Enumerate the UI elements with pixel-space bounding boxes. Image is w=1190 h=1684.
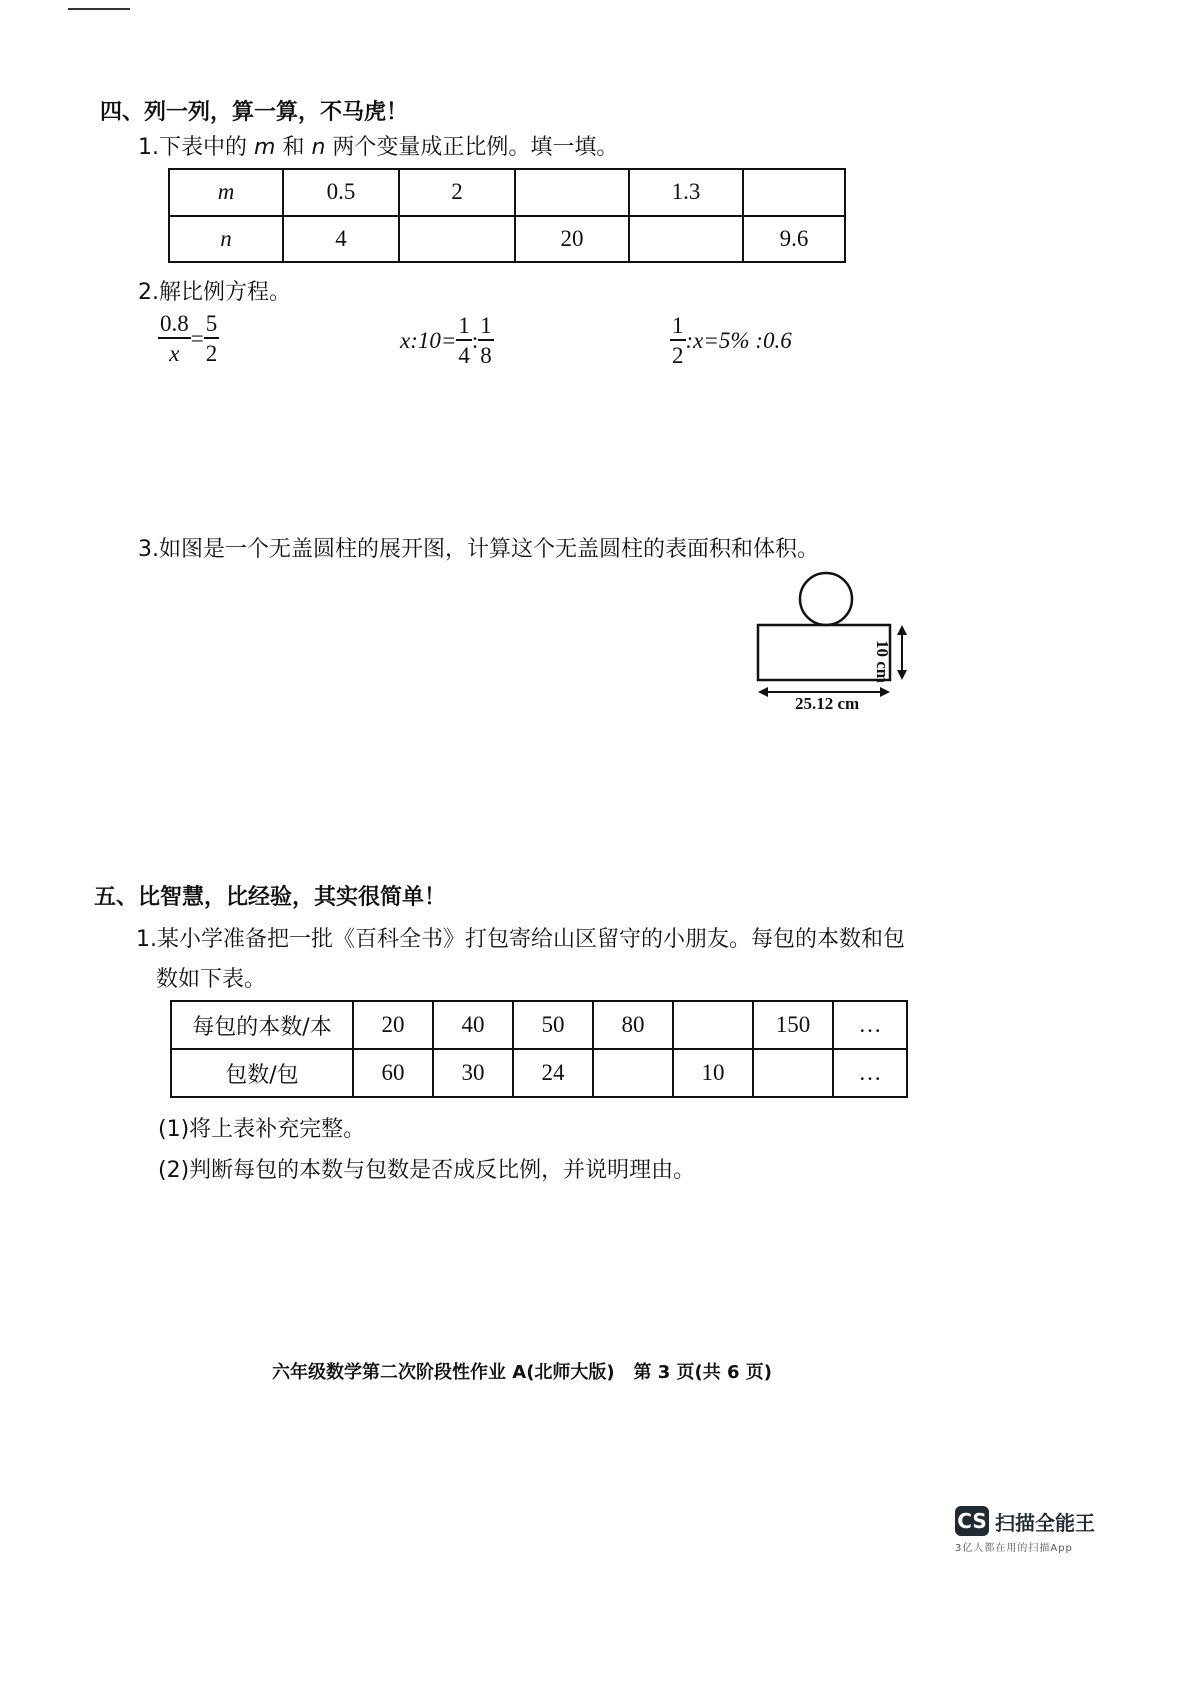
q4-1-text-b: 和: [282, 135, 305, 160]
table-cell: 60: [353, 1049, 433, 1097]
table-cell: 30: [433, 1049, 513, 1097]
denominator: 2: [672, 343, 684, 368]
numerator: 5: [204, 312, 220, 339]
q5-1-number: 1.: [136, 927, 157, 952]
table-cell: 20: [515, 216, 629, 263]
scanner-name: 扫描全能王: [995, 1510, 1095, 1535]
ratio-colon: :: [471, 327, 479, 353]
table-cell: 40: [433, 1001, 513, 1049]
scanner-logo: CS: [955, 1506, 989, 1536]
q5-1-sub-1: (1)将上表补充完整。: [158, 1117, 366, 1142]
equation-3: [670, 314, 792, 367]
equation-lead: x:10=: [400, 327, 457, 353]
q4-2-text: 解比例方程。: [159, 280, 292, 305]
width-label: 25.12 cm: [795, 694, 860, 713]
fraction-2: [478, 314, 494, 367]
q4-3-number: 3.: [138, 537, 159, 562]
table-cell: 50: [513, 1001, 593, 1049]
q4-1-text-a: 下表中的: [159, 135, 248, 160]
table-cell: 24: [513, 1049, 593, 1097]
table-cell[interactable]: [629, 216, 743, 263]
table-cell[interactable]: [743, 169, 845, 216]
table-cell: 9.6: [743, 216, 845, 263]
equals-sign: =: [190, 325, 204, 351]
q5-1-sub-2: (2)判断每包的本数与包数是否成反比例，并说明理由。: [158, 1158, 696, 1183]
equation-2: [400, 314, 494, 367]
numerator: 0.8: [158, 312, 191, 339]
section-5-title: 五、比智慧，比经验，其实很简单！: [94, 885, 447, 910]
q4-1-number: 1.: [138, 135, 159, 160]
q5-1-prompt: [136, 920, 936, 1000]
numerator: 1: [478, 314, 494, 341]
table-cell: 0.5: [283, 169, 399, 216]
table-cell: 1.3: [629, 169, 743, 216]
table-cell: 80: [593, 1001, 673, 1049]
table-cell[interactable]: [753, 1049, 833, 1097]
table-cell[interactable]: [515, 169, 629, 216]
table-cell: m: [169, 169, 283, 216]
table-cell: 2: [399, 169, 515, 216]
table-row-n: [169, 216, 845, 263]
fraction-right: [204, 312, 220, 365]
q4-2-number: 2.: [138, 280, 159, 305]
fraction-left: [158, 312, 191, 365]
var-m: m: [254, 135, 276, 160]
table-cell: …: [833, 1049, 907, 1097]
scanner-watermark: [955, 1506, 1095, 1554]
table-cell: …: [833, 1001, 907, 1049]
fraction-1: [456, 314, 472, 367]
q4-3-prompt: [138, 532, 819, 563]
height-arrow-bottom: [897, 670, 907, 680]
numerator: 1: [670, 314, 686, 341]
height-arrow-top: [897, 625, 907, 635]
fraction-half: [670, 314, 686, 367]
height-label: 10 cm: [873, 640, 892, 683]
top-rule: [68, 8, 130, 10]
denominator: x: [169, 341, 180, 366]
table-cell[interactable]: [593, 1049, 673, 1097]
q4-2-prompt: [138, 275, 291, 306]
width-arrow-left: [758, 687, 768, 697]
cylinder-base-circle: [800, 573, 852, 625]
var-n: n: [311, 135, 326, 160]
q4-1-text-c: 两个变量成正比例。填一填。: [332, 135, 619, 160]
table-cell: 每包的本数/本: [171, 1001, 353, 1049]
denominator: 2: [205, 341, 218, 366]
table-cell[interactable]: [399, 216, 515, 263]
cylinder-side-rectangle: [758, 625, 890, 680]
q4-3-text: 如图是一个无盖圆柱的展开图，计算这个无盖圆柱的表面积和体积。: [159, 537, 820, 562]
table-cell: 包数/包: [171, 1049, 353, 1097]
page-footer: 六年级数学第二次阶段性作业 A(北师大版) 第 3 页(共 6 页): [272, 1362, 773, 1383]
width-arrow-right: [880, 687, 890, 697]
table-cell[interactable]: [673, 1001, 753, 1049]
table-cell: n: [169, 216, 283, 263]
denominator: 4: [458, 343, 470, 368]
equation-tail: :x=5% :0.6: [685, 327, 792, 353]
books-packs-table: [170, 1000, 908, 1098]
table-row-packs: [171, 1049, 907, 1097]
proportion-table: [168, 168, 846, 263]
q5-1-line-2: 数如下表。: [156, 967, 267, 992]
scanner-tagline: 3亿人都在用的扫描App: [955, 1543, 1073, 1554]
table-cell: 150: [753, 1001, 833, 1049]
section-4-title: 四、列一列，算一算，不马虎！: [100, 100, 409, 125]
numerator: 1: [456, 314, 472, 341]
table-cell: 10: [673, 1049, 753, 1097]
table-row-m: [169, 169, 845, 216]
q5-1-line-1: 某小学准备把一批《百科全书》打包寄给山区留守的小朋友。每包的本数和包: [157, 927, 906, 952]
q4-1-prompt: [138, 130, 618, 161]
denominator: 8: [480, 343, 492, 368]
table-row-books: [171, 1001, 907, 1049]
table-cell: 20: [353, 1001, 433, 1049]
table-cell: 4: [283, 216, 399, 263]
equation-1: [158, 312, 219, 365]
